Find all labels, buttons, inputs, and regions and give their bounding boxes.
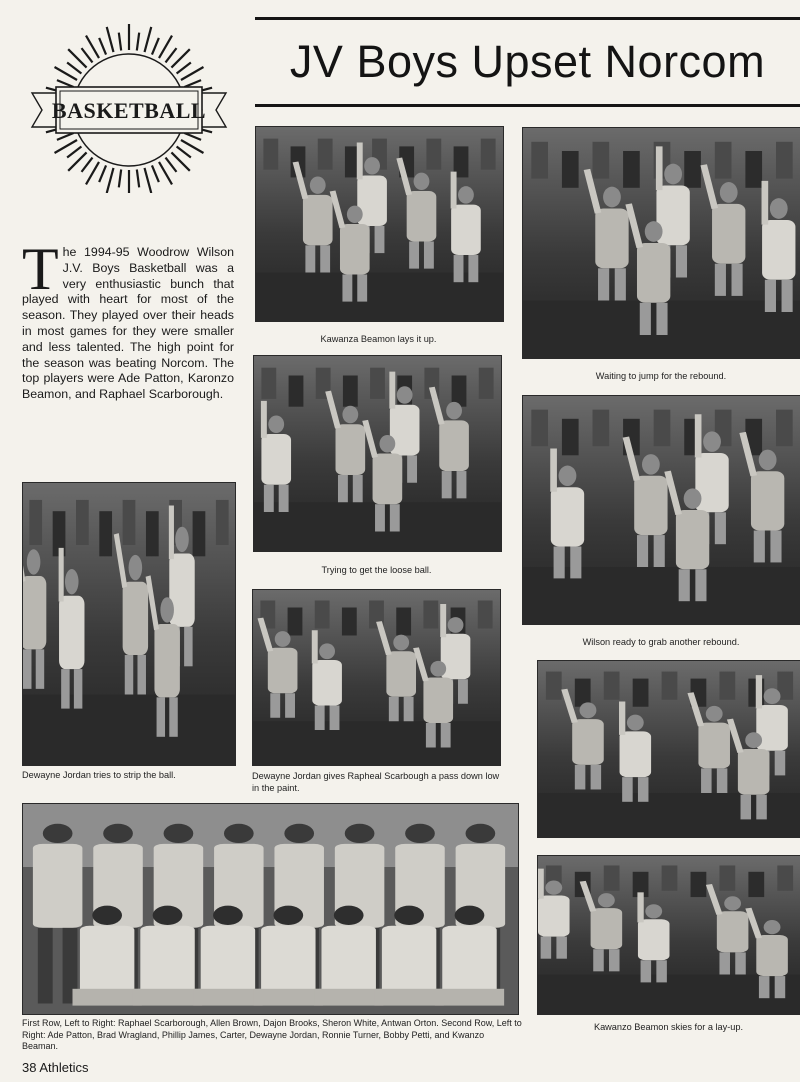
page-folio: 38 Athletics <box>22 1060 89 1075</box>
story-body: he 1994-95 Woodrow Wilson J.V. Boys Basketball was a very enthusiastic bunch that played with heart for most of the season. They played over their heads in most games for they were smaller and less talented. The high point for the season was beating Norcom. The top players were Ade Patton, Karonzo Beamon, and Raphael Scarborough. <box>22 245 234 402</box>
photo-grab-rebound <box>522 395 800 625</box>
drop-cap: T <box>22 236 59 302</box>
page-headline: JV Boys Upset Norcom <box>289 36 766 87</box>
caption-loose-ball: Trying to get the loose ball. <box>321 565 432 575</box>
photo-loose-ball <box>253 355 502 552</box>
photo-rebound-crowd <box>537 660 800 838</box>
photo-strip-ball <box>22 482 236 766</box>
caption-jump-rebound: Waiting to jump for the rebound. <box>595 371 727 381</box>
story-text <box>22 236 234 403</box>
caption-strip-ball: Dewayne Jordan tries to strip the ball. <box>22 770 176 780</box>
caption-pass-low: Dewayne Jordan gives Rapheal Scarbough a pass down low in the paint. <box>252 771 500 793</box>
headline-bottom-rule <box>255 104 800 107</box>
photo-jump-rebound <box>522 127 800 359</box>
badge-label: BASKETBALL <box>51 98 207 123</box>
basketball-badge <box>26 15 232 193</box>
caption-layup: Kawanza Beamon lays it up. <box>320 334 437 344</box>
caption-grab-rebound: Wilson ready to grab another rebound. <box>582 637 740 647</box>
caption-team: First Row, Left to Right: Raphael Scarborough, Allen Brown, Dajon Brooks, Sheron White, Antwan Orton. Second Row, Left to Right: Ade Patton, Brad Wragland, Phillip James, Carter, Dewayne Jordan, Ronnie Turner, Bobby Petti, and Kwanzo Beaman. <box>22 1018 522 1051</box>
photo-pass-low <box>252 589 501 766</box>
headline-top-rule <box>255 17 800 20</box>
photo-skies-layup <box>537 855 800 1015</box>
photo-layup <box>255 126 504 322</box>
caption-skies-layup: Kawanzo Beamon skies for a lay-up. <box>593 1022 744 1032</box>
photo-team <box>22 803 519 1015</box>
